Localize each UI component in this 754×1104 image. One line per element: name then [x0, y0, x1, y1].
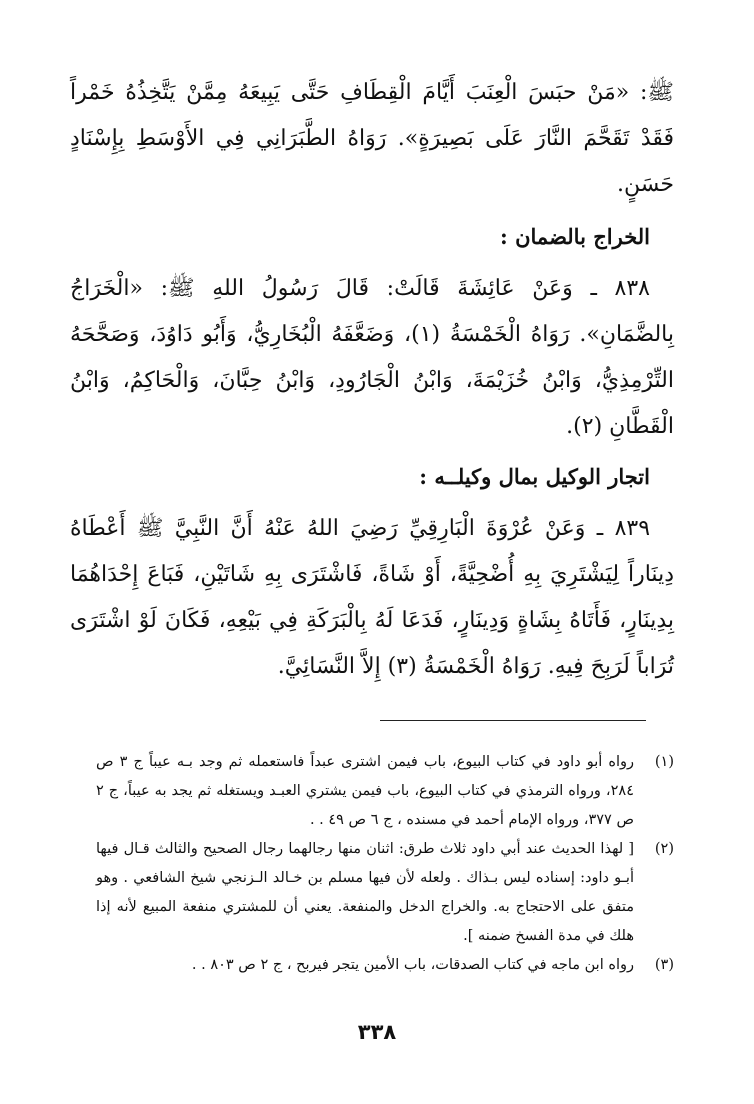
hadith-838 — [70, 266, 674, 450]
footnote-text: رواه أبو داود في كتاب البيوع، باب فيمن اشترى عبداً فاستعمله ثم وجد بـه عيباً ج ٣ ص ٢٨٤، ورواه الترمذي في كتاب البيوع، باب فيمن يشتري العبـد ويستغله ثم يجد به عيباً، ج ٢ ص ٣٧٧، ورواه الإمام أحمد في مسنده ، ج ٦ ص ٤٩ . . — [96, 754, 634, 828]
footnote-text: رواه ابن ماجه في كتاب الصدقات، باب الأمين يتجر فيربح ، ج ٢ ص ٨٠٣ . . — [191, 957, 634, 973]
footnote-item — [96, 748, 674, 835]
hadith-text: ـ وَعَنْ عَائِشَةَ قَالَتْ: قَالَ رَسُولُ اللهِ ﷺ: «الْخَرَاجُ بِالضَّمَانِ». رَوَاهُ الْخَمْسَةُ (١)، وَضَعَّفَهُ الْبُخَارِيُّ، وَأَبُو دَاوُدَ، وَصَحَّحَهُ التِّرْمِذِيُّ، وَابْنُ خُزَيْمَةَ، وَابْنُ الْجَارُودِ، وَابْنُ حِبَّانَ، وَالْحَاكِمُ، وَابْنُ الْقَطَّانِ (٢). — [70, 276, 674, 439]
hadith-number: ٨٣٩ — [614, 516, 651, 541]
hadith-number: ٨٣٨ — [614, 276, 650, 301]
intro-hadith-continuation — [70, 70, 674, 208]
hadith-text: ـ وَعَنْ عُرْوَةَ الْبَارِقِيِّ رَضِيَ اللهُ عَنْهُ أَنَّ النَّبِيَّ ﷺ أَعْطَاهُ دِينَاراً لِيَشْتَرِيَ بِهِ أُضْحِيَّةً، أَوْ شَاةً، فَاشْتَرَى بِهِ شَاتَيْنِ، فَبَاعَ إِحْدَاهُمَا بِدِينَارٍ، فَأَتَاهُ بِشَاةٍ وَدِينَارٍ، فَدَعَا لَهُ بِالْبَرَكَةِ فِي بَيْعِهِ، فَكَانَ لَوْ اشْتَرَى تُرَاباً لَرَبِحَ فِيهِ. رَوَاهُ الْخَمْسَةُ (٣) إِلاَّ النَّسَائِيَّ. — [70, 516, 674, 679]
footnote-text: [ لهذا الحديث عند أبي داود ثلاث طرق: اثنان منها رجالهما رجال الصحيح والثالث قـال فيها أبـو داود: إسناده ليس بـذاك . ولعله لأن فيها مسلم بن خـالد الـزنجي شيخ الشافعي . وهو متفق على الاحتجاج به. والخراج الدخل والمنفعة. يعني أن للمشتري منفعة المبيع لأنه إذا هلك في مدة الفسخ ضمنه ]. — [96, 841, 634, 944]
footnote-divider — [380, 720, 646, 721]
footnotes — [96, 748, 674, 980]
footnote-item — [96, 951, 674, 980]
section-heading-agent-trading: اتجار الوكيل بمال وكيلــه : — [419, 464, 650, 489]
footnote-marker: (٢) — [654, 841, 674, 857]
section-heading-kharaj: الخراج بالضمان : — [500, 224, 650, 249]
footnote-marker: (٣) — [654, 957, 674, 973]
intro-text: ﷺ: «مَنْ حبَسَ الْعِنَبَ أَيَّامَ الْقِطَافِ حَتَّى يَبِيعَهُ مِمَّنْ يَتَّخِذُهُ خَمْراً فَقَدْ تَقَحَّمَ النَّارَ عَلَى بَصِيرَةٍ». رَوَاهُ الطَّبَرَانِي فِي الأَوْسَطِ بِإِسْنَادٍ حَسَنٍ. — [70, 80, 674, 197]
page-number: ٣٣٨ — [357, 1020, 397, 1044]
hadith-839 — [70, 506, 674, 690]
footnote-item — [96, 835, 674, 951]
footnote-marker: (١) — [654, 754, 674, 770]
